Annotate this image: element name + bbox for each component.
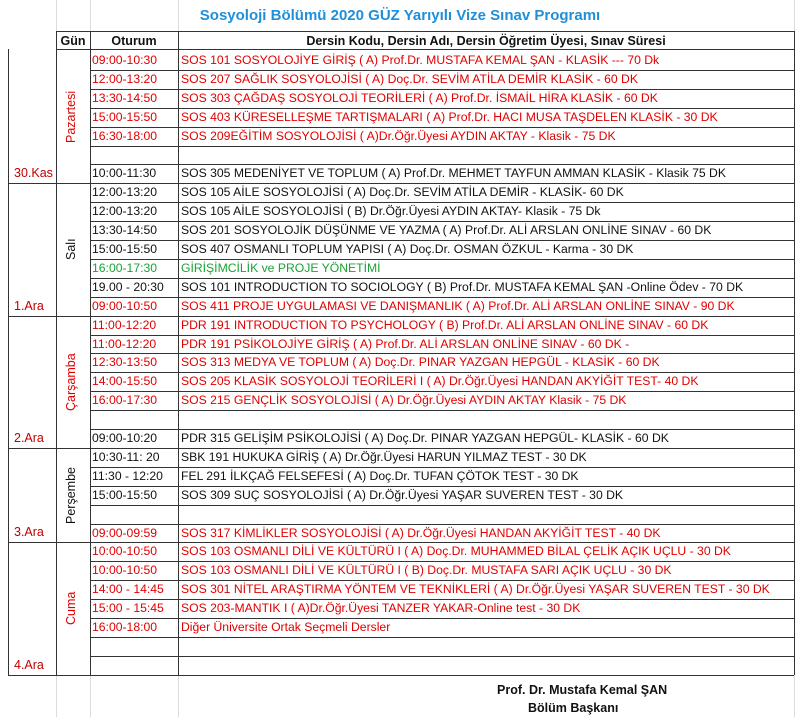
table-border: [178, 31, 179, 675]
session-time: 14:00-15:50: [92, 374, 158, 389]
course-info: SOS 105 AİLE SOSYOLOJİSİ ( B) Dr.Öğr.Üyesi AYDIN AKTAY- Klasik - 75 Dk: [181, 204, 601, 219]
table-border: [8, 316, 794, 317]
session-time: 13:30-14:50: [92, 223, 158, 238]
session-time: 12:00-13:20: [92, 71, 158, 86]
table-border: [90, 70, 794, 71]
session-time: 09:00-10:20: [92, 431, 158, 445]
table-border: [90, 89, 794, 90]
table-border: [90, 240, 794, 241]
table-border: [794, 31, 795, 675]
table-border: [90, 278, 794, 279]
day-name: Cuma: [64, 591, 78, 626]
table-border: [90, 31, 91, 675]
course-info: SOS 203-MANTIK I ( A)Dr.Öğr.Üyesi TANZER YAKAR-Online test - 30 DK: [181, 601, 581, 616]
session-time: 10:00-11:30: [92, 166, 157, 181]
course-info: PDR 191 INTRODUCTION TO PSYCHOLOGY ( B) Prof.Dr. ALİ ARSLAN ONLİNE SINAV - 60 DK: [181, 317, 709, 332]
course-info: GİRİŞİMCİLİK ve PROJE YÖNETİMİ: [181, 260, 381, 275]
table-border: [90, 353, 794, 354]
session-time: 16:00-17:30: [92, 393, 158, 408]
course-info: SOS 313 MEDYA VE TOPLUM ( A) Doç.Dr. PINAR YAZGAN HEPGÜL - KLASİK - 60 DK: [181, 355, 660, 370]
session-time: 13:30-14:50: [92, 90, 158, 105]
course-info: SOS 305 MEDENİYET VE TOPLUM ( A) Prof.Dr. MEHMET TAYFUN AMMAN KLASİK - Klasik 75 DK: [181, 166, 726, 181]
table-border: [90, 599, 794, 600]
session-time: 16:30-18:00: [92, 128, 158, 143]
session-time: 11:30 - 12:20: [92, 468, 163, 483]
table-border: [90, 202, 794, 203]
course-info: SOS 205 KLASİK SOSYOLOJİ TEORİLERİ I ( A) Dr.Öğr.Üyesi HANDAN AKYİĞİT TEST- 40 DK: [181, 374, 699, 389]
course-info: SOS 309 SUÇ SOSYOLOJİSİ ( A) Dr.Öğr.Üyesi YAŞAR SUVEREN TEST - 30 DK: [181, 487, 624, 502]
table-border: [90, 618, 794, 619]
course-info: SOS 207 SAĞLIK SOSYOLOJİSİ ( A) Doç.Dr. SEVİM ATİLA DEMİR KLASİK - 60 DK: [181, 71, 638, 86]
course-info: SOS 403 KÜRESELLEŞME TARTIŞMALARI ( A) Prof.Dr. HACI MUSA TAŞDELEN KLASİK - 30 DK: [181, 109, 718, 124]
session-time: 10:00-10:50: [92, 544, 158, 559]
course-info: SOS 407 OSMANLI TOPLUM YAPISI ( A) Doç.Dr. OSMAN ÖZKUL - Karma - 30 DK: [181, 242, 634, 256]
table-border: [90, 221, 794, 222]
table-border: [90, 335, 794, 336]
session-time: 11:00-12:20: [92, 317, 157, 332]
course-info: SOS 103 OSMANLI DİLİ VE KÜLTÜRÜ I ( B) Doç.Dr. MUSTAFA SARI AÇIK UÇLU - 30 DK: [181, 563, 672, 578]
session-time: 15:00 - 15:45: [92, 601, 164, 616]
table-border: [8, 183, 794, 184]
course-info: SOS 103 OSMANLI DİLİ VE KÜLTÜRÜ I ( A) Doç.Dr. MUHAMMED BİLAL ÇELİK AÇIK UÇLU - 30 DK: [181, 544, 731, 559]
course-info: SBK 191 HUKUKA GİRİŞ ( A) Dr.Öğr.Üyesi HARUN YILMAZ TEST - 30 DK: [181, 449, 587, 464]
table-border: [56, 49, 794, 50]
session-time: 16:00-17:30: [92, 260, 158, 275]
session-time: 15:00-15:50: [92, 109, 158, 124]
table-border: [90, 164, 794, 165]
table-border: [90, 467, 794, 468]
course-info: SOS 303 ÇAĞDAŞ SOSYOLOJİ TEORİLERİ ( A) Prof.Dr. İSMAİL HİRA KLASİK - 60 DK: [181, 90, 658, 105]
table-border: [90, 524, 794, 525]
day-date: 1.Ara: [14, 298, 44, 313]
session-time: 12:00-13:20: [92, 204, 158, 219]
session-time: 15:00-15:50: [92, 487, 158, 502]
table-border: [8, 675, 794, 676]
table-border: [90, 429, 794, 430]
table-border: [90, 108, 794, 109]
course-info: FEL 291 İLKÇAĞ FELSEFESİ ( A) Doç.Dr. TUFAN ÇÖTOK TEST - 30 DK: [181, 468, 579, 483]
table-border: [56, 31, 794, 32]
table-border: [8, 448, 794, 449]
table-border: [8, 49, 9, 675]
day-name: Salı: [64, 238, 78, 261]
table-border: [90, 259, 794, 260]
course-info: SOS 301 NİTEL ARAŞTIRMA YÖNTEM VE TEKNİKLERİ ( A) Dr.Öğr.Üyesi YAŞAR SUVEREN TEST - 30 DK: [181, 582, 770, 597]
course-info: PDR 191 PSİKOLOJİYE GİRİŞ ( A) Prof.Dr. ALİ ARSLAN ONLİNE SINAV - 60 DK -: [181, 336, 630, 351]
table-border: [90, 561, 794, 562]
footer-name: Prof. Dr. Mustafa Kemal ŞAN: [497, 683, 668, 697]
course-info: Diğer Üniversite Ortak Seçmeli Dersler: [181, 620, 391, 634]
session-time: 09:00-09:59: [92, 525, 158, 540]
course-info: SOS 105 AİLE SOSYOLOJİSİ ( A) Doç.Dr. SEVİM ATİLA DEMİR - KLASİK- 60 DK: [181, 185, 624, 200]
footer-role: Bölüm Başkanı: [528, 701, 619, 715]
table-border: [90, 486, 794, 487]
day-date: 2.Ara: [14, 430, 44, 445]
course-info: SOS 215 GENÇLİK SOSYOLOJİSİ ( A) Dr.Öğr.Üyesi AYDIN AKTAY Klasik - 75 DK: [181, 393, 627, 408]
session-time: 14:00 - 14:45: [92, 582, 164, 597]
session-time: 15:00-15:50: [92, 242, 158, 256]
table-border: [90, 391, 794, 392]
day-name: Çarşamba: [64, 353, 78, 411]
day-date: 30.Kas: [14, 166, 53, 181]
session-time: 09:00-10:30: [92, 53, 158, 67]
session-time: 11:00-12:20: [92, 336, 157, 351]
header-oturum: Oturum: [111, 34, 157, 48]
header-gun: Gün: [60, 34, 86, 48]
page-title: Sosyoloji Bölümü 2020 GÜZ Yarıyılı Vize Sınav Programı: [199, 7, 601, 24]
table-border: [90, 297, 794, 298]
table-border: [56, 31, 57, 675]
course-info: SOS 201 SOSYOLOJİK DÜŞÜNME VE YAZMA ( A) Prof.Dr. ALİ ARSLAN ONLİNE SINAV - 60 DK: [181, 223, 712, 238]
course-info: SOS 317 KİMLİKLER SOSYOLOJİSİ ( A) Dr.Öğr.Üyesi HANDAN AKYİĞİT TEST - 40 DK: [181, 525, 661, 540]
course-info: SOS 101 INTRODUCTION TO SOCIOLOGY ( B) Prof.Dr. MUSTAFA KEMAL ŞAN -Online Ödev - 70 DK: [181, 279, 744, 294]
table-border: [90, 372, 794, 373]
header-ders: Dersin Kodu, Dersin Adı, Dersin Öğretim Üyesi, Sınav Süresi: [306, 34, 666, 48]
day-name: Pazartesi: [64, 91, 78, 144]
table-border: [90, 127, 794, 128]
table-border: [90, 580, 794, 581]
day-date: 4.Ara: [14, 657, 44, 672]
table-border: [90, 505, 794, 506]
table-border: [90, 146, 794, 147]
table-border: [8, 542, 794, 543]
session-time: 19.00 - 20:30: [92, 279, 164, 294]
course-info: SOS 209EĞİTİM SOSYOLOJİSİ ( A)Dr.Öğr.Üyesi AYDIN AKTAY - Klasik - 75 DK: [181, 128, 616, 143]
session-time: 09:00-10:50: [92, 298, 158, 313]
course-info: SOS 101 SOSYOLOJİYE GİRİŞ ( A) Prof.Dr. MUSTAFA KEMAL ŞAN - KLASİK --- 70 Dk: [181, 53, 660, 67]
course-info: SOS 411 PROJE UYGULAMASI VE DANIŞMANLIK ( A) Prof.Dr. ALİ ARSLAN ONLİNE SINAV - 90 DK: [181, 298, 735, 313]
session-time: 12:30-13:50: [92, 355, 158, 370]
session-time: 10:00-10:50: [92, 563, 158, 578]
session-time: 12:00-13:20: [92, 185, 158, 200]
table-border: [90, 637, 794, 638]
course-info: PDR 315 GELİŞİM PSİKOLOJİSİ ( A) Doç.Dr. PINAR YAZGAN HEPGÜL- KLASİK - 60 DK: [181, 431, 669, 445]
table-border: [90, 410, 794, 411]
day-name: Perşembe: [64, 466, 78, 524]
session-time: 16:00-18:00: [92, 620, 158, 634]
day-date: 3.Ara: [14, 525, 44, 540]
session-time: 10:30-11: 20: [92, 449, 160, 464]
table-border: [90, 656, 794, 657]
